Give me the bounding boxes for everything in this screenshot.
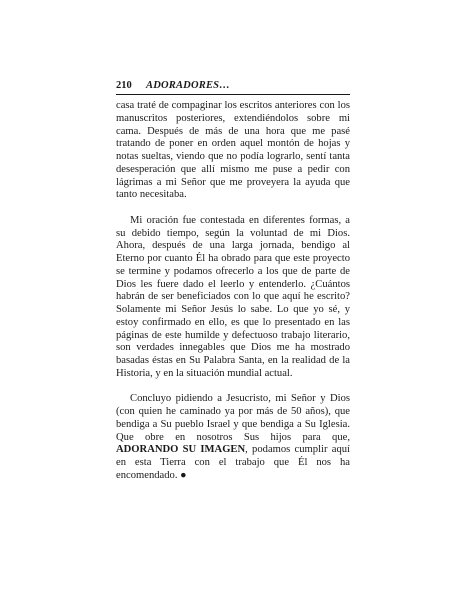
paragraph-3-text-after: , podamos cumplir aquí en esta Tierra con el trabajo que Él nos ha encomendado. ●: [116, 444, 350, 481]
paragraph-1: casa traté de compaginar los escritos anteriores con los manuscritos posteriores, extendiéndolos sobre mi cama. Después de más de una hora que me pasé tratando de poner en orden aquel montón de hojas y notas sueltas, viendo que no podía lograrlo, sentí tanta desesperación que allí mismo me puse a pedir con lágrimas a mi Señor que me proveyera la ayuda que tanto necesitaba.: [116, 100, 350, 201]
header-rule: [116, 94, 350, 95]
book-title: ADORADORES…: [146, 80, 230, 91]
paragraph-3-text-before: Concluyo pidiendo a Jesucristo, mi Señor y Dios (con quien he caminado ya por más de 50 años), que bendiga a Su pueblo Israel y que bendiga a Su Iglesia. Que obre en nosotros Sus hijos para que,: [116, 393, 350, 443]
paragraph-3: [116, 393, 350, 482]
body-text: [116, 100, 350, 483]
paragraph-2: Mi oración fue contestada en diferentes formas, a su debido tiempo, según la voluntad de mi Dios. Ahora, después de una larga jornada, bendigo al Eterno por cuanto Él ha obrado para que este proyecto se termine y podamos ofrecerlo a los que de parte de Dios les fuere dado el leerlo y entenderlo. ¿Cuántos habrán de ser beneficiados con lo que aquí he escrito? Solamente mi Señor Jesús lo sabe. Lo que yo sé, y estoy confirmado en ello, es que lo presentado en las páginas de este humilde y defectuoso trabajo literario, son verdades innegables que Dios me ha mostrado basadas éstas en Su Palabra Santa, en la realidad de la Historia, y en la situación mundial actual.: [116, 214, 350, 379]
running-head: [116, 80, 350, 92]
emphasized-phrase: ADORANDO SU IMAGEN: [116, 444, 246, 456]
page-number: 210: [116, 80, 132, 91]
